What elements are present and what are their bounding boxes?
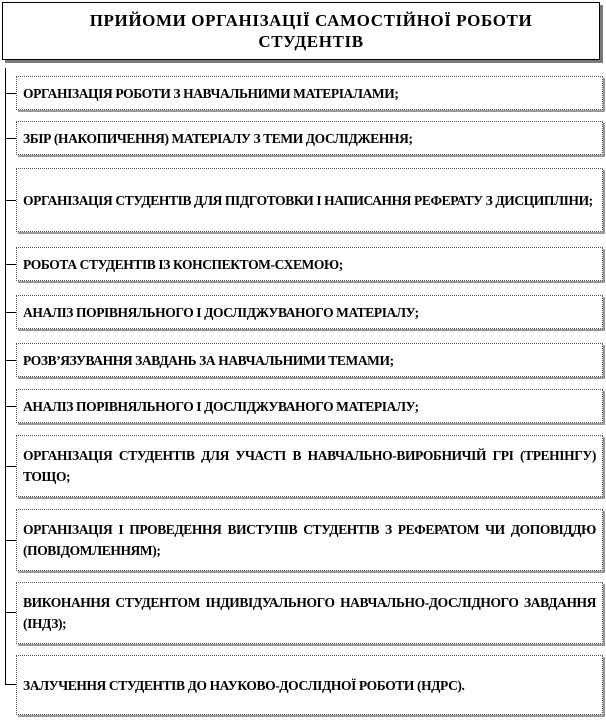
- connector-branch: [5, 264, 16, 265]
- diagram-item-3-text: ОРГАНІЗАЦІЯ СТУДЕНТІВ ДЛЯ ПІДГОТОВКИ І НАПИСАННЯ РЕФЕРАТУ З ДИСЦИПЛІНИ;: [23, 192, 593, 208]
- diagram-item-1: [16, 76, 603, 110]
- diagram-item-2-text: ЗБІР (НАКОПИЧЕННЯ) МАТЕРІАЛУ З ТЕМИ ДОСЛІДЖЕННЯ;: [23, 130, 413, 146]
- diagram-item-11: [16, 655, 603, 715]
- diagram-item-11-text: ЗАЛУЧЕННЯ СТУДЕНТІВ ДО НАУКОВО-ДОСЛІДНОЇ РОБОТИ (НДРС).: [23, 677, 465, 693]
- connector-branch: [5, 406, 16, 407]
- diagram-item-2: [16, 121, 603, 155]
- diagram-item-1-text: ОРГАНІЗАЦІЯ РОБОТИ З НАВЧАЛЬНИМИ МАТЕРІАЛАМИ;: [23, 85, 399, 101]
- diagram-title: ПРИЙОМИ ОРГАНІЗАЦІЇ САМОСТІЙНОЇ РОБОТИ СТУДЕНТІВ: [89, 11, 533, 51]
- diagram-item-8: [16, 435, 603, 497]
- diagram-item-7: [16, 389, 603, 423]
- diagram-item-6-text: РОЗВ’ЯЗУВАННЯ ЗАВДАНЬ ЗА НАВЧАЛЬНИМИ ТЕМАМИ;: [23, 352, 394, 368]
- connector-trunk: [5, 68, 6, 684]
- connector-branch: [5, 540, 16, 541]
- diagram-item-4-text: РОБОТА СТУДЕНТІВ ІЗ КОНСПЕКТОМ-СХЕМОЮ;: [23, 256, 343, 272]
- connector-branch: [5, 93, 16, 94]
- diagram-item-10: [16, 582, 603, 644]
- connector-branch: [5, 312, 16, 313]
- diagram-item-4: [16, 247, 603, 281]
- diagram-title-box: [2, 2, 600, 60]
- diagram-item-3: [16, 168, 603, 232]
- connector-branch: [5, 684, 16, 685]
- connector-branch: [5, 200, 16, 201]
- diagram-item-5-text: АНАЛІЗ ПОРІВНЯЛЬНОГО І ДОСЛІДЖУВАНОГО МАТЕРІАЛУ;: [23, 304, 419, 320]
- connector-branch: [5, 138, 16, 139]
- diagram-item-8-text: ОРГАНІЗАЦІЯ СТУДЕНТІВ ДЛЯ УЧАСТІ В НАВЧАЛЬНО-ВИРОБНИЧІЙ ГРІ (ТРЕНІНГУ) ТОЩО;: [23, 448, 596, 484]
- diagram-item-5: [16, 295, 603, 329]
- diagram-item-6: [16, 343, 603, 377]
- diagram-item-7-text: АНАЛІЗ ПОРІВНЯЛЬНОГО І ДОСЛІДЖУВАНОГО МАТЕРІАЛУ;: [23, 398, 419, 414]
- diagram-item-10-text: ВИКОНАННЯ СТУДЕНТОМ ІНДИВІДУАЛЬНОГО НАВЧАЛЬНО-ДОСЛІДНОГО ЗАВДАННЯ (ІНДЗ);: [23, 595, 596, 631]
- connector-branch: [5, 466, 16, 467]
- diagram-item-9-text: ОРГАНІЗАЦІЯ І ПРОВЕДЕННЯ ВИСТУПІВ СТУДЕНТІВ З РЕФЕРАТОМ ЧИ ДОПОВІДДЮ (ПОВІДОМЛЕННЯМ);: [23, 522, 596, 558]
- connector-branch: [5, 612, 16, 613]
- diagram-item-9: [16, 509, 603, 571]
- connector-branch: [5, 360, 16, 361]
